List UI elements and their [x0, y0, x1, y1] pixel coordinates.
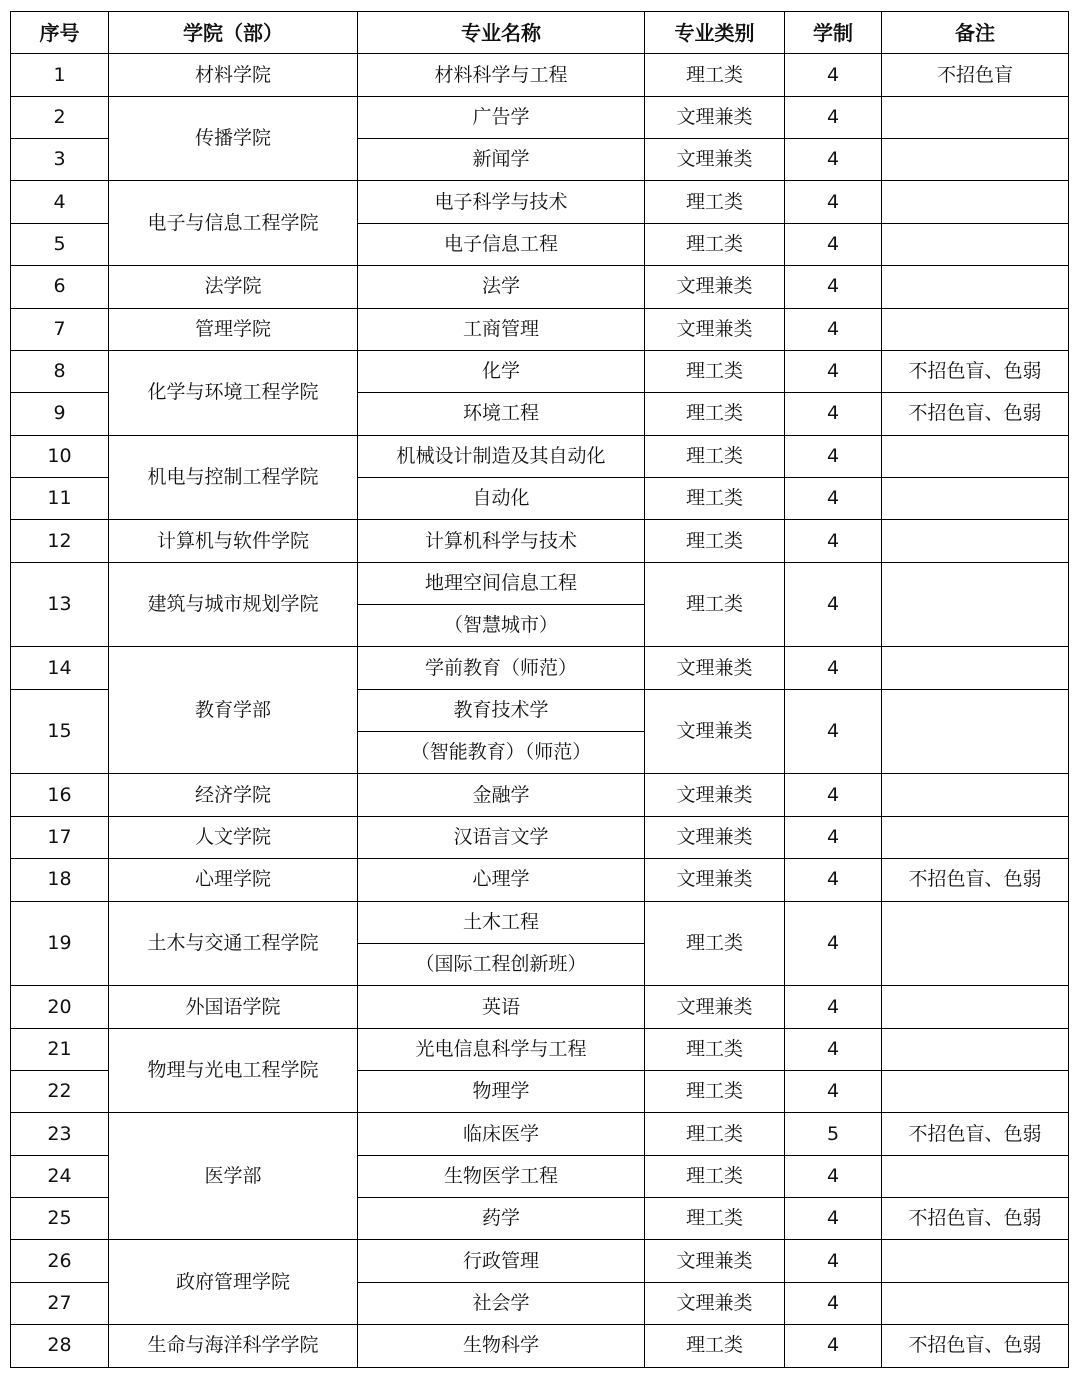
cell-major: 物理学 [358, 1070, 645, 1112]
cell-category: 文理兼类 [645, 308, 785, 350]
cell-no: 15 [11, 689, 109, 774]
cell-college: 法学院 [109, 266, 358, 308]
cell-major: 学前教育（师范） [358, 647, 645, 689]
cell-major: 生物医学工程 [358, 1155, 645, 1197]
cell-note: 不招色盲、色弱 [882, 1325, 1069, 1367]
cell-category: 理工类 [645, 1155, 785, 1197]
cell-major: 英语 [358, 986, 645, 1028]
cell-note [882, 1240, 1069, 1282]
table-row [11, 1325, 1069, 1367]
cell-major: 工商管理 [358, 308, 645, 350]
cell-note: 不招色盲、色弱 [882, 1198, 1069, 1240]
header-college: 学院（部） [109, 12, 358, 54]
cell-note [882, 1028, 1069, 1070]
cell-college: 政府管理学院 [109, 1240, 358, 1325]
header-category: 专业类别 [645, 12, 785, 54]
table-row [11, 774, 1069, 816]
cell-years: 4 [785, 647, 882, 689]
cell-years: 5 [785, 1113, 882, 1155]
cell-no: 22 [11, 1070, 109, 1112]
cell-college: 医学部 [109, 1113, 358, 1240]
header-note: 备注 [882, 12, 1069, 54]
cell-note: 不招色盲 [882, 54, 1069, 96]
cell-major: 自动化 [358, 477, 645, 519]
cell-no: 19 [11, 901, 109, 986]
cell-major-cont: （智慧城市） [358, 605, 645, 647]
cell-note [882, 96, 1069, 138]
cell-major: 药学 [358, 1198, 645, 1240]
cell-college: 人文学院 [109, 816, 358, 858]
cell-no: 8 [11, 350, 109, 392]
cell-no: 12 [11, 520, 109, 562]
cell-category: 理工类 [645, 223, 785, 265]
cell-college: 管理学院 [109, 308, 358, 350]
majors-table [10, 11, 1069, 1368]
cell-years: 4 [785, 477, 882, 519]
cell-college: 化学与环境工程学院 [109, 350, 358, 435]
cell-years: 4 [785, 1240, 882, 1282]
cell-note [882, 477, 1069, 519]
cell-major: 生物科学 [358, 1325, 645, 1367]
cell-no: 26 [11, 1240, 109, 1282]
cell-no: 21 [11, 1028, 109, 1070]
cell-note [882, 689, 1069, 774]
cell-major: 机械设计制造及其自动化 [358, 435, 645, 477]
cell-years: 4 [785, 1282, 882, 1324]
cell-years: 4 [785, 901, 882, 986]
cell-no: 28 [11, 1325, 109, 1367]
cell-major: 广告学 [358, 96, 645, 138]
cell-major: 土木工程 [358, 901, 645, 943]
cell-major: 汉语言文学 [358, 816, 645, 858]
cell-years: 4 [785, 1070, 882, 1112]
cell-category: 理工类 [645, 435, 785, 477]
cell-category: 理工类 [645, 1325, 785, 1367]
cell-note: 不招色盲、色弱 [882, 859, 1069, 901]
cell-years: 4 [785, 223, 882, 265]
header-years: 学制 [785, 12, 882, 54]
cell-years: 4 [785, 350, 882, 392]
cell-years: 4 [785, 139, 882, 181]
cell-note [882, 901, 1069, 986]
cell-category: 文理兼类 [645, 816, 785, 858]
header-row [11, 12, 1069, 54]
cell-college: 外国语学院 [109, 986, 358, 1028]
cell-note [882, 816, 1069, 858]
cell-no: 4 [11, 181, 109, 223]
cell-category: 理工类 [645, 1198, 785, 1240]
cell-category: 理工类 [645, 901, 785, 986]
cell-years: 4 [785, 520, 882, 562]
cell-no: 16 [11, 774, 109, 816]
table-row [11, 1240, 1069, 1282]
cell-years: 4 [785, 816, 882, 858]
cell-major: 光电信息科学与工程 [358, 1028, 645, 1070]
cell-note [882, 1282, 1069, 1324]
cell-major-cont: （智能教育）（师范） [358, 732, 645, 774]
cell-major: 行政管理 [358, 1240, 645, 1282]
cell-years: 4 [785, 393, 882, 435]
cell-no: 5 [11, 223, 109, 265]
cell-note [882, 435, 1069, 477]
cell-note [882, 774, 1069, 816]
cell-no: 14 [11, 647, 109, 689]
cell-no: 20 [11, 986, 109, 1028]
table-row [11, 986, 1069, 1028]
cell-college: 经济学院 [109, 774, 358, 816]
cell-years: 4 [785, 986, 882, 1028]
cell-category: 理工类 [645, 54, 785, 96]
table-row [11, 54, 1069, 96]
cell-no: 10 [11, 435, 109, 477]
cell-category: 文理兼类 [645, 859, 785, 901]
cell-category: 理工类 [645, 562, 785, 647]
cell-category: 文理兼类 [645, 266, 785, 308]
cell-category: 文理兼类 [645, 1240, 785, 1282]
table-row [11, 308, 1069, 350]
cell-college: 教育学部 [109, 647, 358, 774]
cell-years: 4 [785, 562, 882, 647]
cell-college: 材料学院 [109, 54, 358, 96]
cell-major-cont: （国际工程创新班） [358, 943, 645, 985]
cell-category: 文理兼类 [645, 647, 785, 689]
cell-no: 6 [11, 266, 109, 308]
cell-college: 心理学院 [109, 859, 358, 901]
table-row [11, 181, 1069, 223]
cell-category: 文理兼类 [645, 774, 785, 816]
cell-college: 电子与信息工程学院 [109, 181, 358, 266]
cell-years: 4 [785, 1155, 882, 1197]
table-row [11, 647, 1069, 689]
cell-college: 生命与海洋科学学院 [109, 1325, 358, 1367]
cell-years: 4 [785, 774, 882, 816]
cell-category: 文理兼类 [645, 1282, 785, 1324]
cell-category: 理工类 [645, 477, 785, 519]
cell-years: 4 [785, 266, 882, 308]
header-major: 专业名称 [358, 12, 645, 54]
cell-major: 心理学 [358, 859, 645, 901]
cell-major: 化学 [358, 350, 645, 392]
cell-no: 2 [11, 96, 109, 138]
cell-category: 文理兼类 [645, 689, 785, 774]
cell-years: 4 [785, 54, 882, 96]
cell-years: 4 [785, 435, 882, 477]
cell-years: 4 [785, 689, 882, 774]
cell-no: 27 [11, 1282, 109, 1324]
cell-college: 机电与控制工程学院 [109, 435, 358, 520]
cell-no: 17 [11, 816, 109, 858]
cell-major: 计算机科学与技术 [358, 520, 645, 562]
table-row [11, 435, 1069, 477]
cell-years: 4 [785, 1325, 882, 1367]
cell-note: 不招色盲、色弱 [882, 1113, 1069, 1155]
cell-note: 不招色盲、色弱 [882, 350, 1069, 392]
cell-category: 理工类 [645, 1113, 785, 1155]
cell-category: 文理兼类 [645, 139, 785, 181]
cell-college: 建筑与城市规划学院 [109, 562, 358, 647]
cell-note [882, 647, 1069, 689]
cell-category: 理工类 [645, 181, 785, 223]
cell-no: 23 [11, 1113, 109, 1155]
cell-no: 7 [11, 308, 109, 350]
cell-note [882, 223, 1069, 265]
cell-category: 理工类 [645, 520, 785, 562]
cell-no: 9 [11, 393, 109, 435]
cell-no: 24 [11, 1155, 109, 1197]
cell-note [882, 181, 1069, 223]
cell-note [882, 562, 1069, 647]
cell-no: 25 [11, 1198, 109, 1240]
header-no: 序号 [11, 12, 109, 54]
table-row [11, 562, 1069, 604]
table-row [11, 901, 1069, 943]
cell-no: 11 [11, 477, 109, 519]
cell-major: 地理空间信息工程 [358, 562, 645, 604]
cell-note [882, 139, 1069, 181]
cell-major: 临床医学 [358, 1113, 645, 1155]
table-row [11, 96, 1069, 138]
cell-note [882, 308, 1069, 350]
cell-note [882, 520, 1069, 562]
table-row [11, 1028, 1069, 1070]
table-row [11, 520, 1069, 562]
table-row [11, 1113, 1069, 1155]
cell-note: 不招色盲、色弱 [882, 393, 1069, 435]
cell-major: 电子信息工程 [358, 223, 645, 265]
cell-no: 18 [11, 859, 109, 901]
cell-major: 法学 [358, 266, 645, 308]
cell-college: 物理与光电工程学院 [109, 1028, 358, 1113]
cell-category: 理工类 [645, 1070, 785, 1112]
cell-note [882, 266, 1069, 308]
table-row [11, 266, 1069, 308]
cell-category: 理工类 [645, 350, 785, 392]
cell-college: 传播学院 [109, 96, 358, 181]
cell-major: 材料科学与工程 [358, 54, 645, 96]
table-row [11, 816, 1069, 858]
cell-no: 13 [11, 562, 109, 647]
cell-no: 3 [11, 139, 109, 181]
cell-years: 4 [785, 1028, 882, 1070]
cell-major: 教育技术学 [358, 689, 645, 731]
cell-years: 4 [785, 1198, 882, 1240]
cell-years: 4 [785, 859, 882, 901]
cell-category: 文理兼类 [645, 986, 785, 1028]
cell-years: 4 [785, 181, 882, 223]
cell-major: 电子科学与技术 [358, 181, 645, 223]
table-row [11, 859, 1069, 901]
cell-category: 理工类 [645, 1028, 785, 1070]
cell-major: 环境工程 [358, 393, 645, 435]
cell-category: 理工类 [645, 393, 785, 435]
cell-note [882, 1070, 1069, 1112]
cell-major: 金融学 [358, 774, 645, 816]
cell-note [882, 986, 1069, 1028]
cell-major: 新闻学 [358, 139, 645, 181]
table-row [11, 350, 1069, 392]
cell-category: 文理兼类 [645, 96, 785, 138]
cell-college: 土木与交通工程学院 [109, 901, 358, 986]
cell-note [882, 1155, 1069, 1197]
cell-no: 1 [11, 54, 109, 96]
cell-years: 4 [785, 96, 882, 138]
cell-major: 社会学 [358, 1282, 645, 1324]
cell-college: 计算机与软件学院 [109, 520, 358, 562]
cell-years: 4 [785, 308, 882, 350]
